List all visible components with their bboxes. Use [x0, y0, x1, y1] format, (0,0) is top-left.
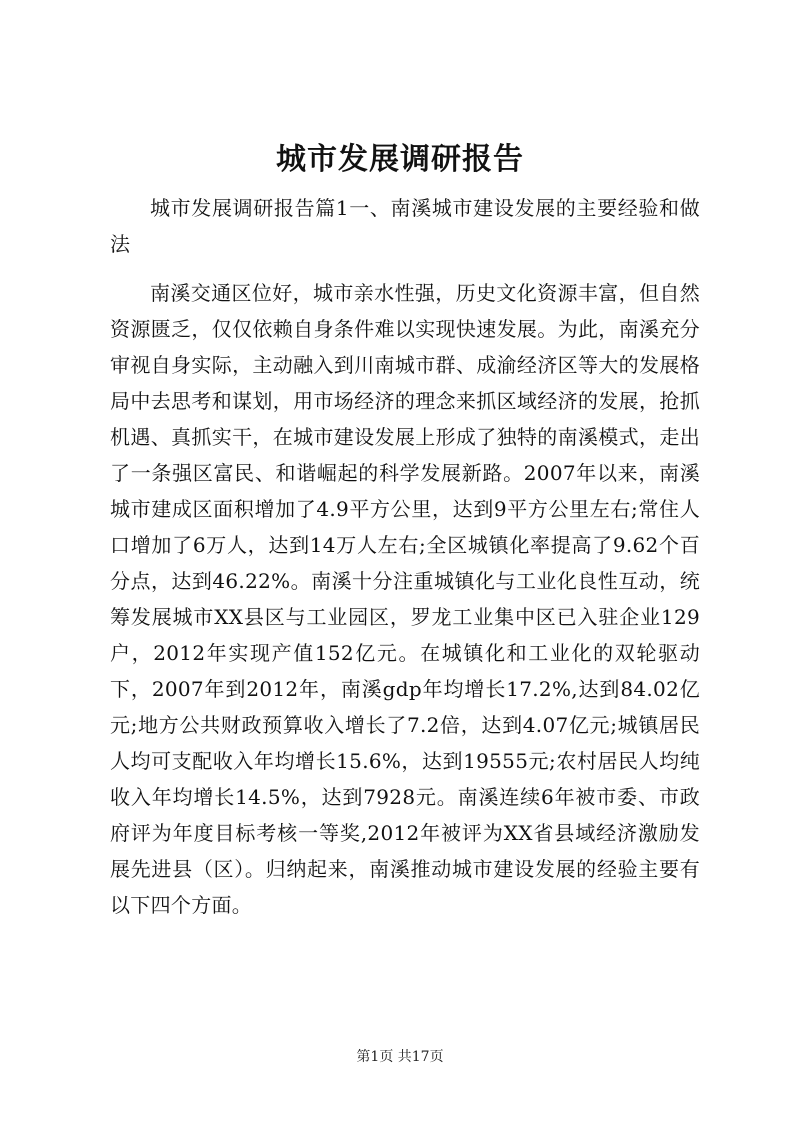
page-number-footer: 第1页 共17页: [356, 1049, 444, 1065]
document-title: 城市发展调研报告: [276, 142, 524, 177]
document-body: [110, 190, 700, 936]
paragraph-body: 南溪交通区位好，城市亲水性强，历史文化资源丰富，但自然资源匮乏，仅仅依赖自身条件难以实现快速发展。为此，南溪充分审视自身实际，主动融入到川南城市群、成渝经济区等大的发展格局中去思考和谋划，用市场经济的理念来抓区域经济的发展，抢抓机遇、真抓实干，在城市建设发展上形成了独特的南溪模式，走出了一条强区富民、和谐崛起的科学发展新路。2007年以来，南溪城市建成区面积增加了4.9平方公里，达到9平方公里左右;常住人口增加了6万人，达到14万人左右;全区城镇化率提高了9.62个百分点，达到46.22%。南溪十分注重城镇化与工业化良性互动，统筹发展城市XX县区与工业园区，罗龙工业集中区已入驻企业129户，2012年实现产值152亿元。在城镇化和工业化的双轮驱动下，2007年到2012年，南溪gdp年均增长17.2%,达到84.02亿元;地方公共财政预算收入增长了7.2倍，达到4.07亿元;城镇居民人均可支配收入年均增长15.6%，达到19555元;农村居民人均纯收入年均增长14.5%，达到7928元。南溪连续6年被市委、市政府评为年度目标考核一等奖,2012年被评为XX省县域经济激励发展先进县（区）。归纳起来，南溪推动城市建设发展的经验主要有以下四个方面。: [110, 281, 700, 917]
paragraph-section-heading: 城市发展调研报告篇1一、南溪城市建设发展的主要经验和做法: [110, 196, 700, 256]
